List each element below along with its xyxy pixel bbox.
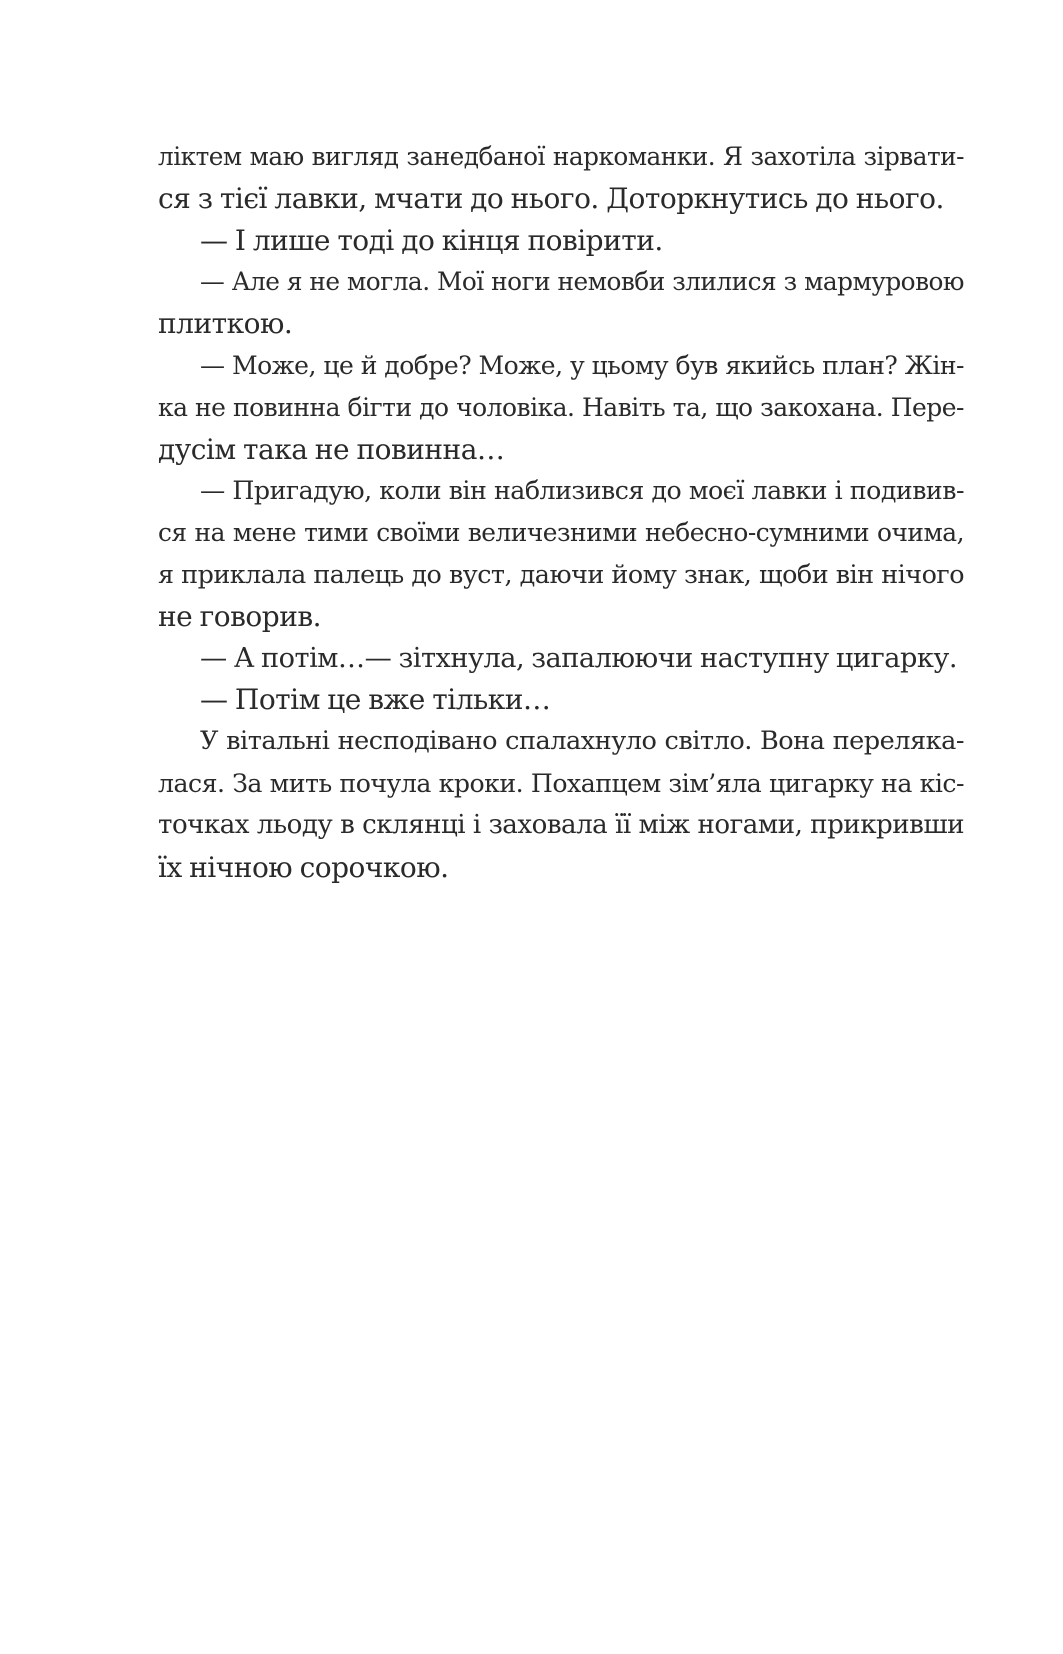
text-line: — Потім це вже тільки… <box>200 683 551 717</box>
text-line: У вітальні несподівано спалахнуло світло. Вона переляка- <box>200 726 964 757</box>
text-line: — Але я не могла. Мої ноги немовби злилися з мармуровою <box>200 267 964 297</box>
text-line: їх нічною сорочкою. <box>158 850 449 884</box>
text-line: — І лише тоді до кінця повірити. <box>200 223 663 257</box>
text-line: лася. За мить почула кроки. Похапцем зім’яла цигарку на кіс- <box>158 768 964 798</box>
text-line: ся з тієї лавки, мчати до нього. Доторкнутись до нього. <box>158 181 944 215</box>
text-line: ся на мене тими своїми величезними небесно-сумними очима, <box>158 518 964 548</box>
text-line: дусім така не повинна… <box>158 432 505 466</box>
text-line: плиткою. <box>158 307 293 341</box>
text-line: — А потім…— зітхнула, запалюючи наступну цигарку. <box>200 642 958 674</box>
text-line: не говорив. <box>158 599 322 633</box>
text-line: ка не повинна бігти до чоловіка. Навіть та, що закохана. Пере- <box>158 392 964 422</box>
text-line: — Може, це й добре? Може, у цьому був якийсь план? Жін- <box>200 350 964 380</box>
body-text <box>158 136 964 888</box>
text-line: я приклала палець до вуст, даючи йому знак, щоби він нічого <box>158 558 964 589</box>
text-line: — Пригадую, коли він наблизився до моєї лавки і подивив- <box>200 476 964 506</box>
text-line: ліктем маю вигляд занедбаної наркоманки. Я захотіла зірвати- <box>158 142 964 171</box>
text-line: точках льоду в склянці і заховала її між ногами, прикривши <box>158 809 964 840</box>
